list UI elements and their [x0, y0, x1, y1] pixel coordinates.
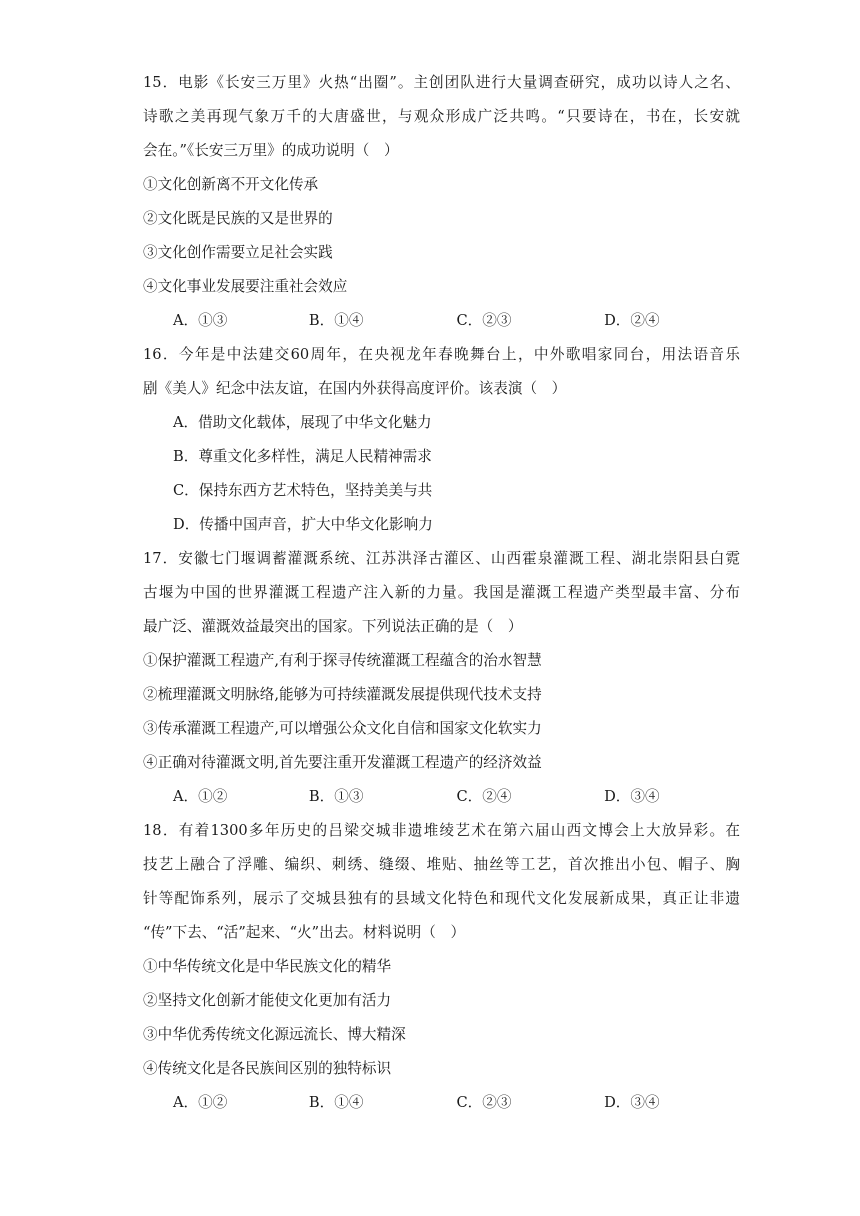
statement-4: ④传统文化是各民族间区别的独特标识: [143, 1060, 392, 1077]
option-d[interactable]: D．②④: [604, 312, 660, 329]
option-d[interactable]: D．传播中国声音，扩大中华文化影响力: [173, 516, 433, 533]
statement-4: ④文化事业发展要注重社会效应: [143, 278, 348, 295]
option-a[interactable]: A．①②: [173, 788, 228, 805]
option-a[interactable]: A．①③: [173, 312, 228, 329]
options-row: [143, 780, 740, 814]
option-d[interactable]: D．③④: [604, 788, 660, 805]
option-a[interactable]: A．借助文化载体，展现了中华文化魅力: [173, 414, 432, 431]
option-b[interactable]: B．尊重文化多样性，满足人民精神需求: [173, 448, 432, 465]
stem-line: 15．电影《长安三万里》火热“出圈”。主创团队进行大量调查研究，成功以诗人之名、: [143, 74, 740, 91]
stem-line: 技艺上融合了浮雕、编织、刺绣、缝缀、堆贴、抽丝等工艺，首次推出小包、帽子、胸: [143, 856, 740, 873]
statement-3: ③文化创作需要立足社会实践: [143, 244, 333, 261]
stem-line: 最广泛、灌溉效益最突出的国家。下列说法正确的是（ ）: [143, 618, 523, 635]
option-b[interactable]: B．①③: [308, 788, 364, 805]
question-stem: [143, 542, 740, 644]
option-d[interactable]: D．③④: [604, 1094, 660, 1111]
question-stem: [143, 814, 740, 950]
stem-line: 针等配饰系列，展示了交城县独有的县域文化特色和现代文化发展新成果，真正让非遗: [143, 890, 740, 907]
statement-4: ④正确对待灌溉文明,首先要注重开发灌溉工程遗产的经济效益: [143, 754, 542, 771]
statement-1: ①保护灌溉工程遗产,有利于探寻传统灌溉工程蕴含的治水智慧: [143, 652, 542, 669]
statement-1: ①文化创新离不开文化传承: [143, 176, 319, 193]
statement-2: ②坚持文化创新才能使文化更加有活力: [143, 992, 392, 1009]
question-stem: [143, 338, 740, 406]
statement-1: ①中华传统文化是中华民族文化的精华: [143, 958, 392, 975]
stem-line: 17．安徽七门堰调蓄灌溉系统、江苏洪泽古灌区、山西霍泉灌溉工程、湖北崇阳县白霓: [143, 550, 740, 567]
question-stem: [143, 66, 740, 168]
statement-2: ②文化既是民族的又是世界的: [143, 210, 333, 227]
question-18: [143, 814, 740, 1120]
option-c[interactable]: C．②④: [456, 788, 512, 805]
options-row: [143, 1086, 740, 1120]
option-c[interactable]: C．②③: [456, 1094, 512, 1111]
question-16: [143, 338, 740, 542]
stem-line: 会在。”《长安三万里》的成功说明（ ）: [143, 142, 399, 159]
statement-3: ③传承灌溉工程遗产,可以增强公众文化自信和国家文化软实力: [143, 720, 542, 737]
option-b[interactable]: B．①④: [308, 312, 364, 329]
option-c[interactable]: C．②③: [456, 312, 512, 329]
question-15: [143, 66, 740, 338]
statement-2: ②梳理灌溉文明脉络,能够为可持续灌溉发展提供现代技术支持: [143, 686, 542, 703]
question-17: [143, 542, 740, 814]
option-c[interactable]: C．保持东西方艺术特色，坚持美美与共: [173, 482, 433, 499]
stem-line: 诗歌之美再现气象万千的大唐盛世，与观众形成广泛共鸣。“只要诗在，书在，长安就: [143, 108, 740, 125]
stem-line: 18．有着1300多年历史的吕梁交城非遗堆绫艺术在第六届山西文博会上大放异彩。在: [143, 822, 740, 839]
statement-3: ③中华优秀传统文化源远流长、博大精深: [143, 1026, 406, 1043]
stem-line: “传”下去、“活”起来、“火”出去。材料说明（ ）: [143, 924, 466, 941]
stem-line: 剧《美人》纪念中法友谊，在国内外获得高度评价。该表演（ ）: [143, 380, 567, 397]
option-a[interactable]: A．①②: [173, 1094, 228, 1111]
options-row: [143, 304, 740, 338]
stem-line: 古堰为中国的世界灌溉工程遗产注入新的力量。我国是灌溉工程遗产类型最丰富、分布: [143, 584, 740, 601]
stem-line: 16．今年是中法建交60周年，在央视龙年春晚舞台上，中外歌唱家同台，用法语音乐: [143, 346, 740, 363]
option-b[interactable]: B．①④: [308, 1094, 364, 1111]
